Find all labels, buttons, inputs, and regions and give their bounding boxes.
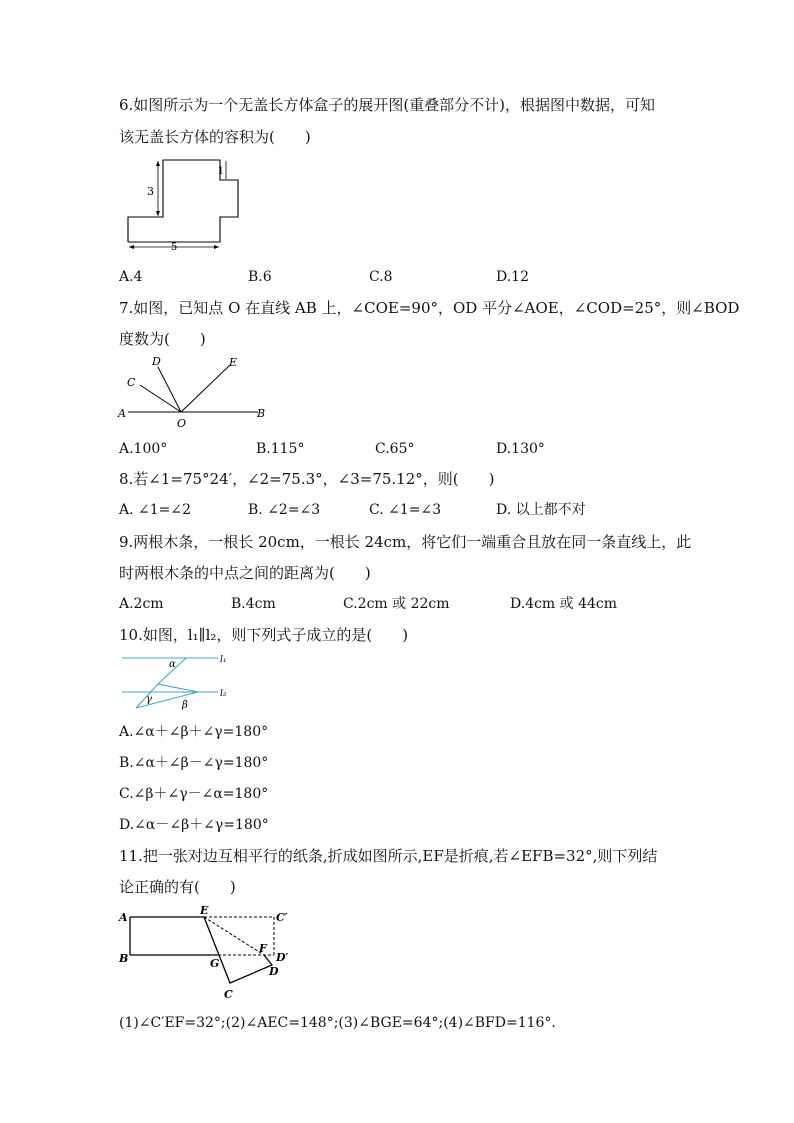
q6-option-a[interactable]: A.4: [119, 269, 143, 285]
pt-a: A: [119, 911, 128, 924]
q9-option-d[interactable]: D.4cm 或 44cm: [510, 596, 618, 612]
q9-option-b[interactable]: B.4cm: [231, 596, 276, 612]
label-1: 1: [217, 166, 224, 177]
q9-stem-line2: 时两根木条的中点之间的距离为( ): [119, 564, 371, 582]
pt-d: D: [269, 965, 279, 978]
ray-oc: [140, 385, 181, 412]
pt-e: E: [229, 356, 238, 369]
pt-b: B: [257, 407, 266, 420]
q10-option-d[interactable]: D.∠α－∠β＋∠γ=180°: [119, 817, 269, 833]
pt-f: F: [259, 942, 267, 955]
pt-d1: D′: [276, 951, 289, 964]
ray-oe: [181, 365, 230, 412]
pt-o: O: [177, 417, 187, 430]
pt-e: E: [200, 904, 209, 917]
q6-stem-line2: 该无盖长方体的容积为( ): [119, 128, 311, 146]
label-gamma: γ: [146, 694, 152, 705]
q6-figure-net: [120, 155, 250, 255]
q7-stem-line2: 度数为( ): [119, 330, 206, 348]
pt-a: A: [118, 407, 126, 420]
q10-figure-parallel: [118, 650, 238, 715]
q9-stem-line1: 9.两根木条，一根长 20cm，一根长 24cm，将它们一端重合且放在同一条直线上，此: [119, 533, 692, 551]
pt-d: D: [152, 355, 161, 368]
q8-option-d[interactable]: D. 以上都不对: [496, 502, 586, 518]
q11-stem-line2: 论正确的有( ): [119, 878, 236, 896]
q8-stem: 8.若∠1=75°24′，∠2=75.3°，∠3=75.12°，则( ): [119, 470, 495, 488]
q11-conclusions: (1)∠C′EF=32°;(2)∠AEC=148°;(3)∠BGE=64°;(4)∠BFD=116°.: [119, 1015, 556, 1031]
label-3: 3: [147, 185, 154, 198]
label-alpha: α: [169, 659, 176, 670]
label-5: 5: [170, 242, 178, 253]
pt-c: C: [127, 376, 136, 389]
q6-option-b[interactable]: B.6: [248, 269, 272, 285]
q11-figure-fold: [118, 905, 298, 1005]
q7-stem-line1: 7.如图，已知点 O 在直线 AB 上，∠COE=90°，OD 平分∠AOE，∠COD=25°，则∠BOD: [119, 299, 740, 317]
q7-figure-angles: [118, 355, 268, 430]
ray-od: [158, 367, 181, 412]
q6-stem-line1: 6.如图所示为一个无盖长方体盒子的展开图(重叠部分不计)，根据图中数据，可知: [119, 96, 656, 114]
label-l1: l₁: [220, 655, 227, 665]
q6-option-c[interactable]: C.8: [369, 269, 393, 285]
dashed-ef: [204, 917, 264, 955]
q10-option-c[interactable]: C.∠β＋∠γ－∠α=180°: [119, 786, 269, 802]
label-l2: l₂: [220, 689, 227, 699]
pt-c1: C′: [276, 911, 288, 924]
q10-option-a[interactable]: A.∠α＋∠β＋∠γ=180°: [119, 724, 269, 740]
q8-option-c[interactable]: C. ∠1=∠3: [369, 502, 442, 518]
q7-option-c[interactable]: C.65°: [375, 441, 415, 457]
pt-b: B: [119, 952, 129, 965]
q9-option-a[interactable]: A.2cm: [119, 596, 164, 612]
q10-option-b[interactable]: B.∠α＋∠β－∠γ=180°: [119, 755, 269, 771]
label-beta: β: [182, 700, 188, 711]
q7-option-d[interactable]: D.130°: [496, 441, 545, 457]
q10-stem: 10.如图，l₁∥l₂，则下列式子成立的是( ): [119, 626, 409, 644]
q9-option-c[interactable]: C.2cm 或 22cm: [343, 596, 450, 612]
pt-c: C: [224, 988, 233, 1001]
pt-g: G: [210, 957, 220, 970]
q7-option-a[interactable]: A.100°: [119, 441, 168, 457]
q8-option-b[interactable]: B. ∠2=∠3: [248, 502, 321, 518]
q7-option-b[interactable]: B.115°: [256, 441, 305, 457]
q11-stem-line1: 11.把一张对边互相平行的纸条,折成如图所示,EF是折痕,若∠EFB=32°,则下列结: [119, 847, 658, 865]
q6-option-d[interactable]: D.12: [496, 269, 529, 285]
q8-option-a[interactable]: A. ∠1=∠2: [119, 502, 192, 518]
